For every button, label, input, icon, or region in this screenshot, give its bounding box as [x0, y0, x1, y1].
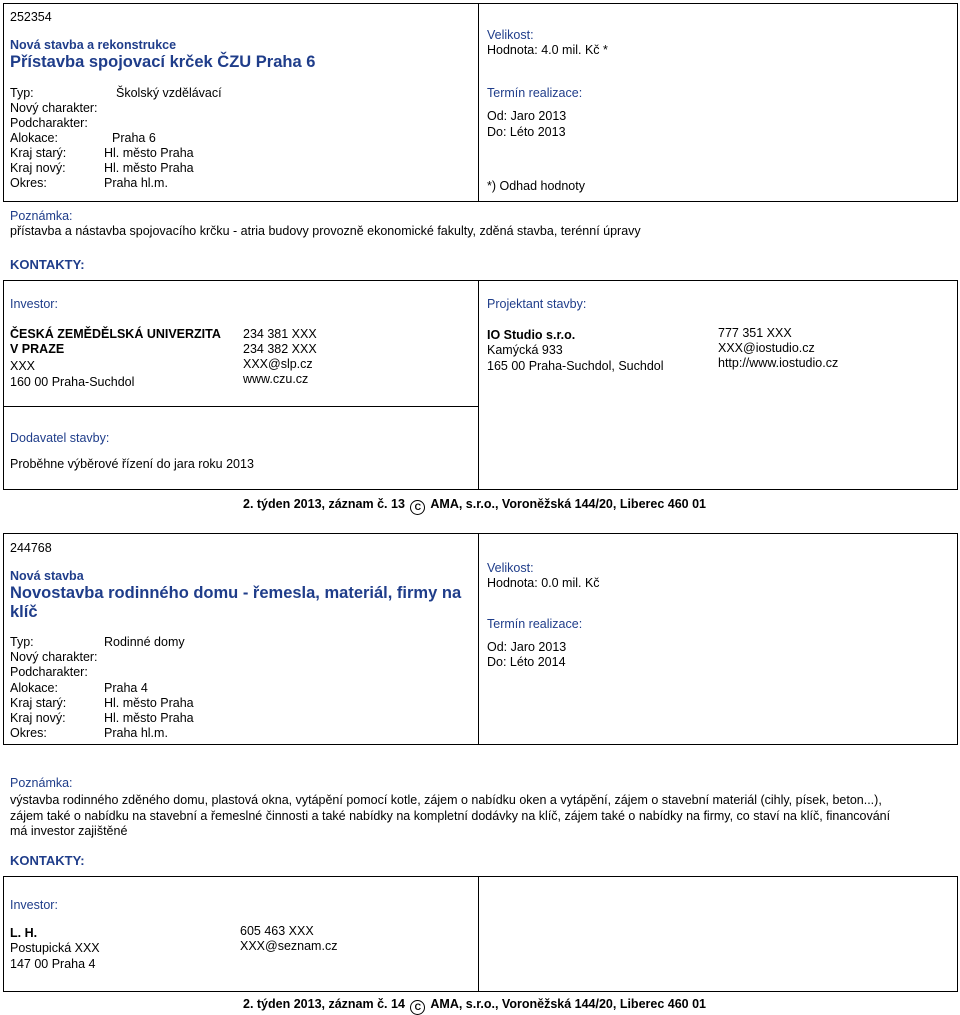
- poznamka-label: Poznámka:: [10, 209, 73, 223]
- termin-do: Do: Léto 2013: [487, 125, 566, 139]
- record-id: 244768: [10, 541, 52, 555]
- poznamka-text: zájem také o nabídku na stavební a řemeslné činnosti a také nabídky na kompletní dodávky na klíč, zájem také o nabídky na firmy, co staví na klíč, financování: [10, 809, 891, 823]
- footer-text: 2. týden 2013, záznam č. 14: [243, 997, 405, 1011]
- investor-phone: 234 382 XXX: [243, 342, 317, 356]
- termin-label: Termín realizace:: [487, 617, 583, 631]
- field-label: Nový charakter:: [10, 101, 98, 115]
- footer-text: 2. týden 2013, záznam č. 13: [243, 497, 405, 511]
- kontakty-heading: KONTAKTY:: [10, 257, 85, 272]
- investor-email[interactable]: XXX@slp.cz: [243, 357, 313, 371]
- header-divider: [478, 533, 479, 745]
- field-label: Alokace:: [10, 131, 58, 145]
- field-value: Praha hl.m.: [104, 176, 168, 190]
- record-category: Nová stavba: [10, 569, 84, 583]
- record-id: 252354: [10, 10, 52, 24]
- field-label: Kraj nový:: [10, 161, 66, 175]
- field-label: Typ:: [10, 635, 34, 649]
- record-title-line2: klíč: [10, 603, 38, 621]
- field-label: Kraj starý:: [10, 696, 67, 710]
- termin-label: Termín realizace:: [487, 86, 583, 100]
- investor-street: Postupická XXX: [10, 941, 100, 955]
- field-value: Hl. město Praha: [104, 146, 194, 160]
- field-value: Praha hl.m.: [104, 726, 168, 740]
- hodnota-value: Hodnota: 0.0 mil. Kč: [487, 576, 600, 590]
- header-divider: [478, 3, 479, 202]
- footer-company: AMA, s.r.o., Voroněžská 144/20, Liberec 460 01: [430, 997, 706, 1011]
- field-value: Praha 4: [104, 681, 148, 695]
- termin-od: Od: Jaro 2013: [487, 640, 567, 654]
- investor-name: L. H.: [10, 926, 38, 940]
- kontakty-heading: KONTAKTY:: [10, 853, 85, 868]
- poznamka-text: výstavba rodinného zděného domu, plastová okna, vytápění pomocí kotle, zájem o nabídku oken a vytápění, zájem o stavební materiál (cihly, písek, beton...),: [10, 793, 882, 807]
- projektant-email[interactable]: XXX@iostudio.cz: [718, 341, 815, 355]
- investor-city: 147 00 Praha 4: [10, 957, 96, 971]
- field-value: Hl. město Praha: [104, 161, 194, 175]
- poznamka-text: má investor zajištěné: [10, 824, 128, 838]
- copyright-icon: C: [410, 1000, 425, 1015]
- field-label: Podcharakter:: [10, 665, 88, 679]
- investor-label: Investor:: [10, 297, 58, 311]
- field-label: Kraj starý:: [10, 146, 67, 160]
- field-value: Hl. město Praha: [104, 711, 194, 725]
- investor-name-line2: V PRAZE: [10, 342, 65, 356]
- record-category: Nová stavba a rekonstrukce: [10, 38, 177, 52]
- record-title: Novostavba rodinného domu - řemesla, materiál, firmy na: [10, 584, 462, 602]
- odhad-note: *) Odhad hodnoty: [487, 179, 585, 193]
- record-footer: [243, 997, 706, 1015]
- field-label: Podcharakter:: [10, 116, 88, 130]
- copyright-icon: C: [410, 500, 425, 515]
- dodavatel-text: Proběhne výběrové řízení do jara roku 2013: [10, 457, 254, 471]
- projektant-phone: 777 351 XXX: [718, 326, 792, 340]
- projektant-name: IO Studio s.r.o.: [487, 328, 576, 342]
- investor-label: Investor:: [10, 898, 58, 912]
- record-title: Přístavba spojovací krček ČZU Praha 6: [10, 53, 316, 71]
- field-value: Hl. město Praha: [104, 696, 194, 710]
- poznamka-label: Poznámka:: [10, 776, 73, 790]
- poznamka-text: přístavba a nástavba spojovacího krčku - atria budovy provozně ekonomické fakulty, zděná stavba, terénní úpravy: [10, 224, 641, 238]
- contacts-divider-horizontal: [3, 406, 479, 407]
- projektant-city: 165 00 Praha-Suchdol, Suchdol: [487, 359, 664, 373]
- investor-phone: 234 381 XXX: [243, 327, 317, 341]
- investor-web[interactable]: www.czu.cz: [243, 372, 309, 386]
- field-value: Rodinné domy: [104, 635, 185, 649]
- field-value: Praha 6: [112, 131, 156, 145]
- termin-do: Do: Léto 2014: [487, 655, 566, 669]
- field-label: Typ:: [10, 86, 34, 100]
- contacts-box: [3, 876, 958, 992]
- contacts-divider-vertical: [478, 280, 479, 490]
- investor-city: 160 00 Praha-Suchdol: [10, 375, 135, 389]
- field-label: Alokace:: [10, 681, 58, 695]
- footer-company: AMA, s.r.o., Voroněžská 144/20, Liberec 460 01: [430, 497, 706, 511]
- field-label: Okres:: [10, 176, 47, 190]
- hodnota-value: Hodnota: 4.0 mil. Kč *: [487, 43, 608, 57]
- field-value: Školský vzdělávací: [116, 86, 222, 100]
- investor-name: ČESKÁ ZEMĚDĚLSKÁ UNIVERZITA: [10, 327, 221, 341]
- dodavatel-label: Dodavatel stavby:: [10, 431, 110, 445]
- termin-od: Od: Jaro 2013: [487, 109, 567, 123]
- field-label: Kraj nový:: [10, 711, 66, 725]
- contacts-divider-vertical: [478, 876, 479, 992]
- velikost-label: Velikost:: [487, 561, 534, 575]
- record-footer: [243, 497, 706, 515]
- projektant-web[interactable]: http://www.iostudio.cz: [718, 356, 839, 370]
- velikost-label: Velikost:: [487, 28, 534, 42]
- investor-address: XXX: [10, 359, 36, 373]
- investor-phone: 605 463 XXX: [240, 924, 314, 938]
- field-label: Okres:: [10, 726, 47, 740]
- projektant-label: Projektant stavby:: [487, 297, 587, 311]
- projektant-street: Kamýcká 933: [487, 343, 563, 357]
- investor-email[interactable]: XXX@seznam.cz: [240, 939, 338, 953]
- field-label: Nový charakter:: [10, 650, 98, 664]
